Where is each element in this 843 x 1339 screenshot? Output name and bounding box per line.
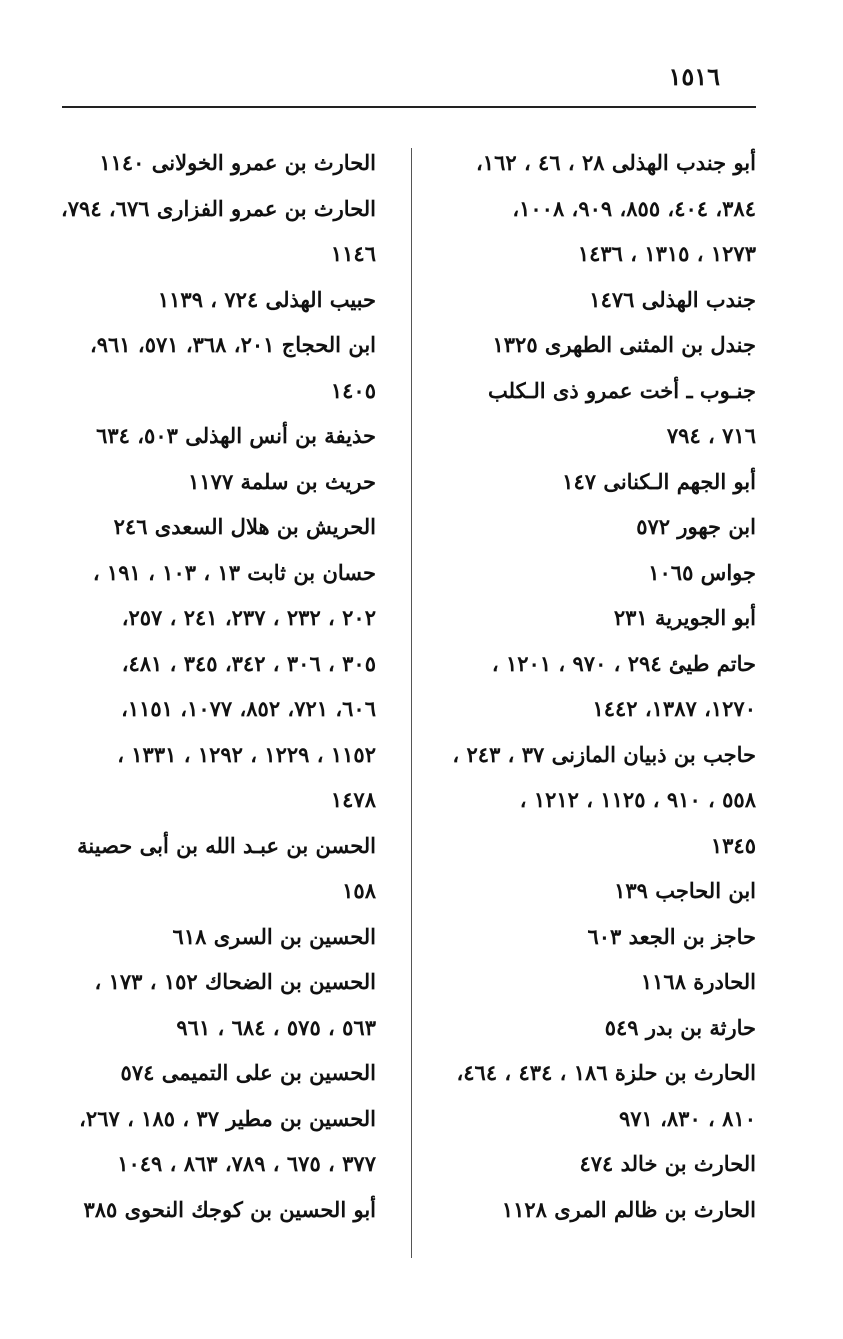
page-number: ١٥١٦ <box>668 62 720 91</box>
index-line: ابن جهور ٥٧٢ <box>636 514 756 539</box>
index-line: ٣٧٧ ، ٦٧٥ ، ٧٨٩، ٨٦٣ ، ١٠٤٩ <box>117 1151 376 1176</box>
index-line: ٣٨٤، ٤٠٤، ٨٥٥، ٩٠٩، ١٠٠٨، <box>512 195 756 221</box>
index-line: ١٥٨ <box>342 878 376 903</box>
index-line: حسان بن ثابت ١٣ ، ١٠٣ ، ١٩١ ، <box>92 559 376 585</box>
index-line: أبو جندب الهذلى ٢٨ ، ٤٦ ، ١٦٢، <box>476 150 756 175</box>
index-line: أبو الجويرية ٢٣١ <box>613 605 756 630</box>
index-line: الحارث بن عمرو الخولانى ١١٤٠ <box>99 150 376 175</box>
index-line: ابن الحاجب ١٣٩ <box>614 878 756 903</box>
header-rule <box>62 106 756 108</box>
index-line: الحارث بن ظالم المرى ١١٢٨ <box>501 1196 756 1222</box>
index-line: ٧١٦ ، ٧٩٤ <box>666 423 756 448</box>
index-line: الحادرة ١١٦٨ <box>640 969 756 994</box>
left-column <box>36 140 376 1232</box>
index-line: حذيفة بن أنس الهذلى ٥٠٣، ٦٣٤ <box>96 423 376 448</box>
index-line: ٥٥٨ ، ٩١٠ ، ١١٢٥ ، ١٢١٢ ، <box>519 787 756 812</box>
index-line: ٣٠٥ ، ٣٠٦ ، ٣٤٢، ٣٤٥ ، ٤٨١، <box>121 650 376 676</box>
index-line: جنـوب ـ أخت عمرو ذى الـكلب <box>488 377 756 403</box>
index-line: أبو الجهم الـكنانى ١٤٧ <box>562 468 756 494</box>
index-line: الحسن بن عبـد الله بن أبى حصينة <box>77 832 376 858</box>
index-line: حاتم طيئ ٢٩٤ ، ٩٧٠ ، ١٢٠١ ، <box>491 650 756 676</box>
index-line: ١٢٧٠، ١٣٨٧، ١٤٤٢ <box>592 696 756 721</box>
index-line: ٢٠٢ ، ٢٣٢ ، ٢٣٧، ٢٤١ ، ٢٥٧، <box>121 605 376 630</box>
index-line: الحارث بن حلزة ١٨٦ ، ٤٣٤ ، ٤٦٤، <box>456 1060 756 1085</box>
index-line: ٨١٠ ، ٨٣٠، ٩٧١ <box>618 1105 756 1131</box>
index-line: حبيب الهذلى ٧٢٤ ، ١١٣٩ <box>157 286 376 312</box>
column-divider <box>411 148 412 1258</box>
index-line: الحسين بن السرى ٦١٨ <box>172 923 376 949</box>
index-line: الحارث بن خالد ٤٧٤ <box>579 1151 756 1176</box>
index-line: ابن الحجاج ٢٠١، ٣٦٨، ٥٧١، ٩٦١، <box>89 332 376 357</box>
index-line: ١٤٠٥ <box>330 377 376 403</box>
index-line: ١١٥٢ ، ١٢٢٩ ، ١٢٩٢ ، ١٣٣١ ، <box>117 741 376 767</box>
index-line: جواس ١٠٦٥ <box>648 559 756 585</box>
index-line: حارثة بن بدر ٥٤٩ <box>604 1014 756 1040</box>
index-line: الحريش بن هلال السعدى ٢٤٦ <box>113 514 376 539</box>
index-line: جندل بن المثنى الطهرى ١٣٢٥ <box>492 332 756 357</box>
index-line: الحسين بن مطير ٣٧ ، ١٨٥ ، ٢٦٧، <box>79 1105 376 1131</box>
index-line: ١٣٤٥ <box>710 832 756 858</box>
index-line: ١١٤٦ <box>330 241 376 266</box>
index-line: ١٢٧٣ ، ١٣١٥ ، ١٤٣٦ <box>577 241 756 266</box>
index-line: الحسين بن الضحاك ١٥٢ ، ١٧٣ ، <box>94 969 376 994</box>
index-line: ٥٦٣ ، ٥٧٥ ، ٦٨٤ ، ٩٦١ <box>176 1014 376 1040</box>
index-line: أبو الحسين بن كوجك النحوى ٣٨٥ <box>83 1196 376 1222</box>
right-column <box>416 140 756 1232</box>
index-line: جندب الهذلى ١٤٧٦ <box>589 286 756 312</box>
index-line: ٦٠٦، ٧٢١، ٨٥٢، ١٠٧٧، ١١٥١، <box>121 696 376 721</box>
index-line: حاجز بن الجعد ٦٠٣ <box>587 923 756 949</box>
index-line: حاجب بن ذبيان المازنى ٣٧ ، ٢٤٣ ، <box>452 741 756 767</box>
index-line: الحارث بن عمرو الفزارى ٦٧٦، ٧٩٤، <box>61 195 376 221</box>
index-line: الحسين بن على التميمى ٥٧٤ <box>120 1060 376 1085</box>
index-line: ١٤٧٨ <box>330 787 376 812</box>
index-line: حريث بن سلمة ١١٧٧ <box>188 468 376 494</box>
